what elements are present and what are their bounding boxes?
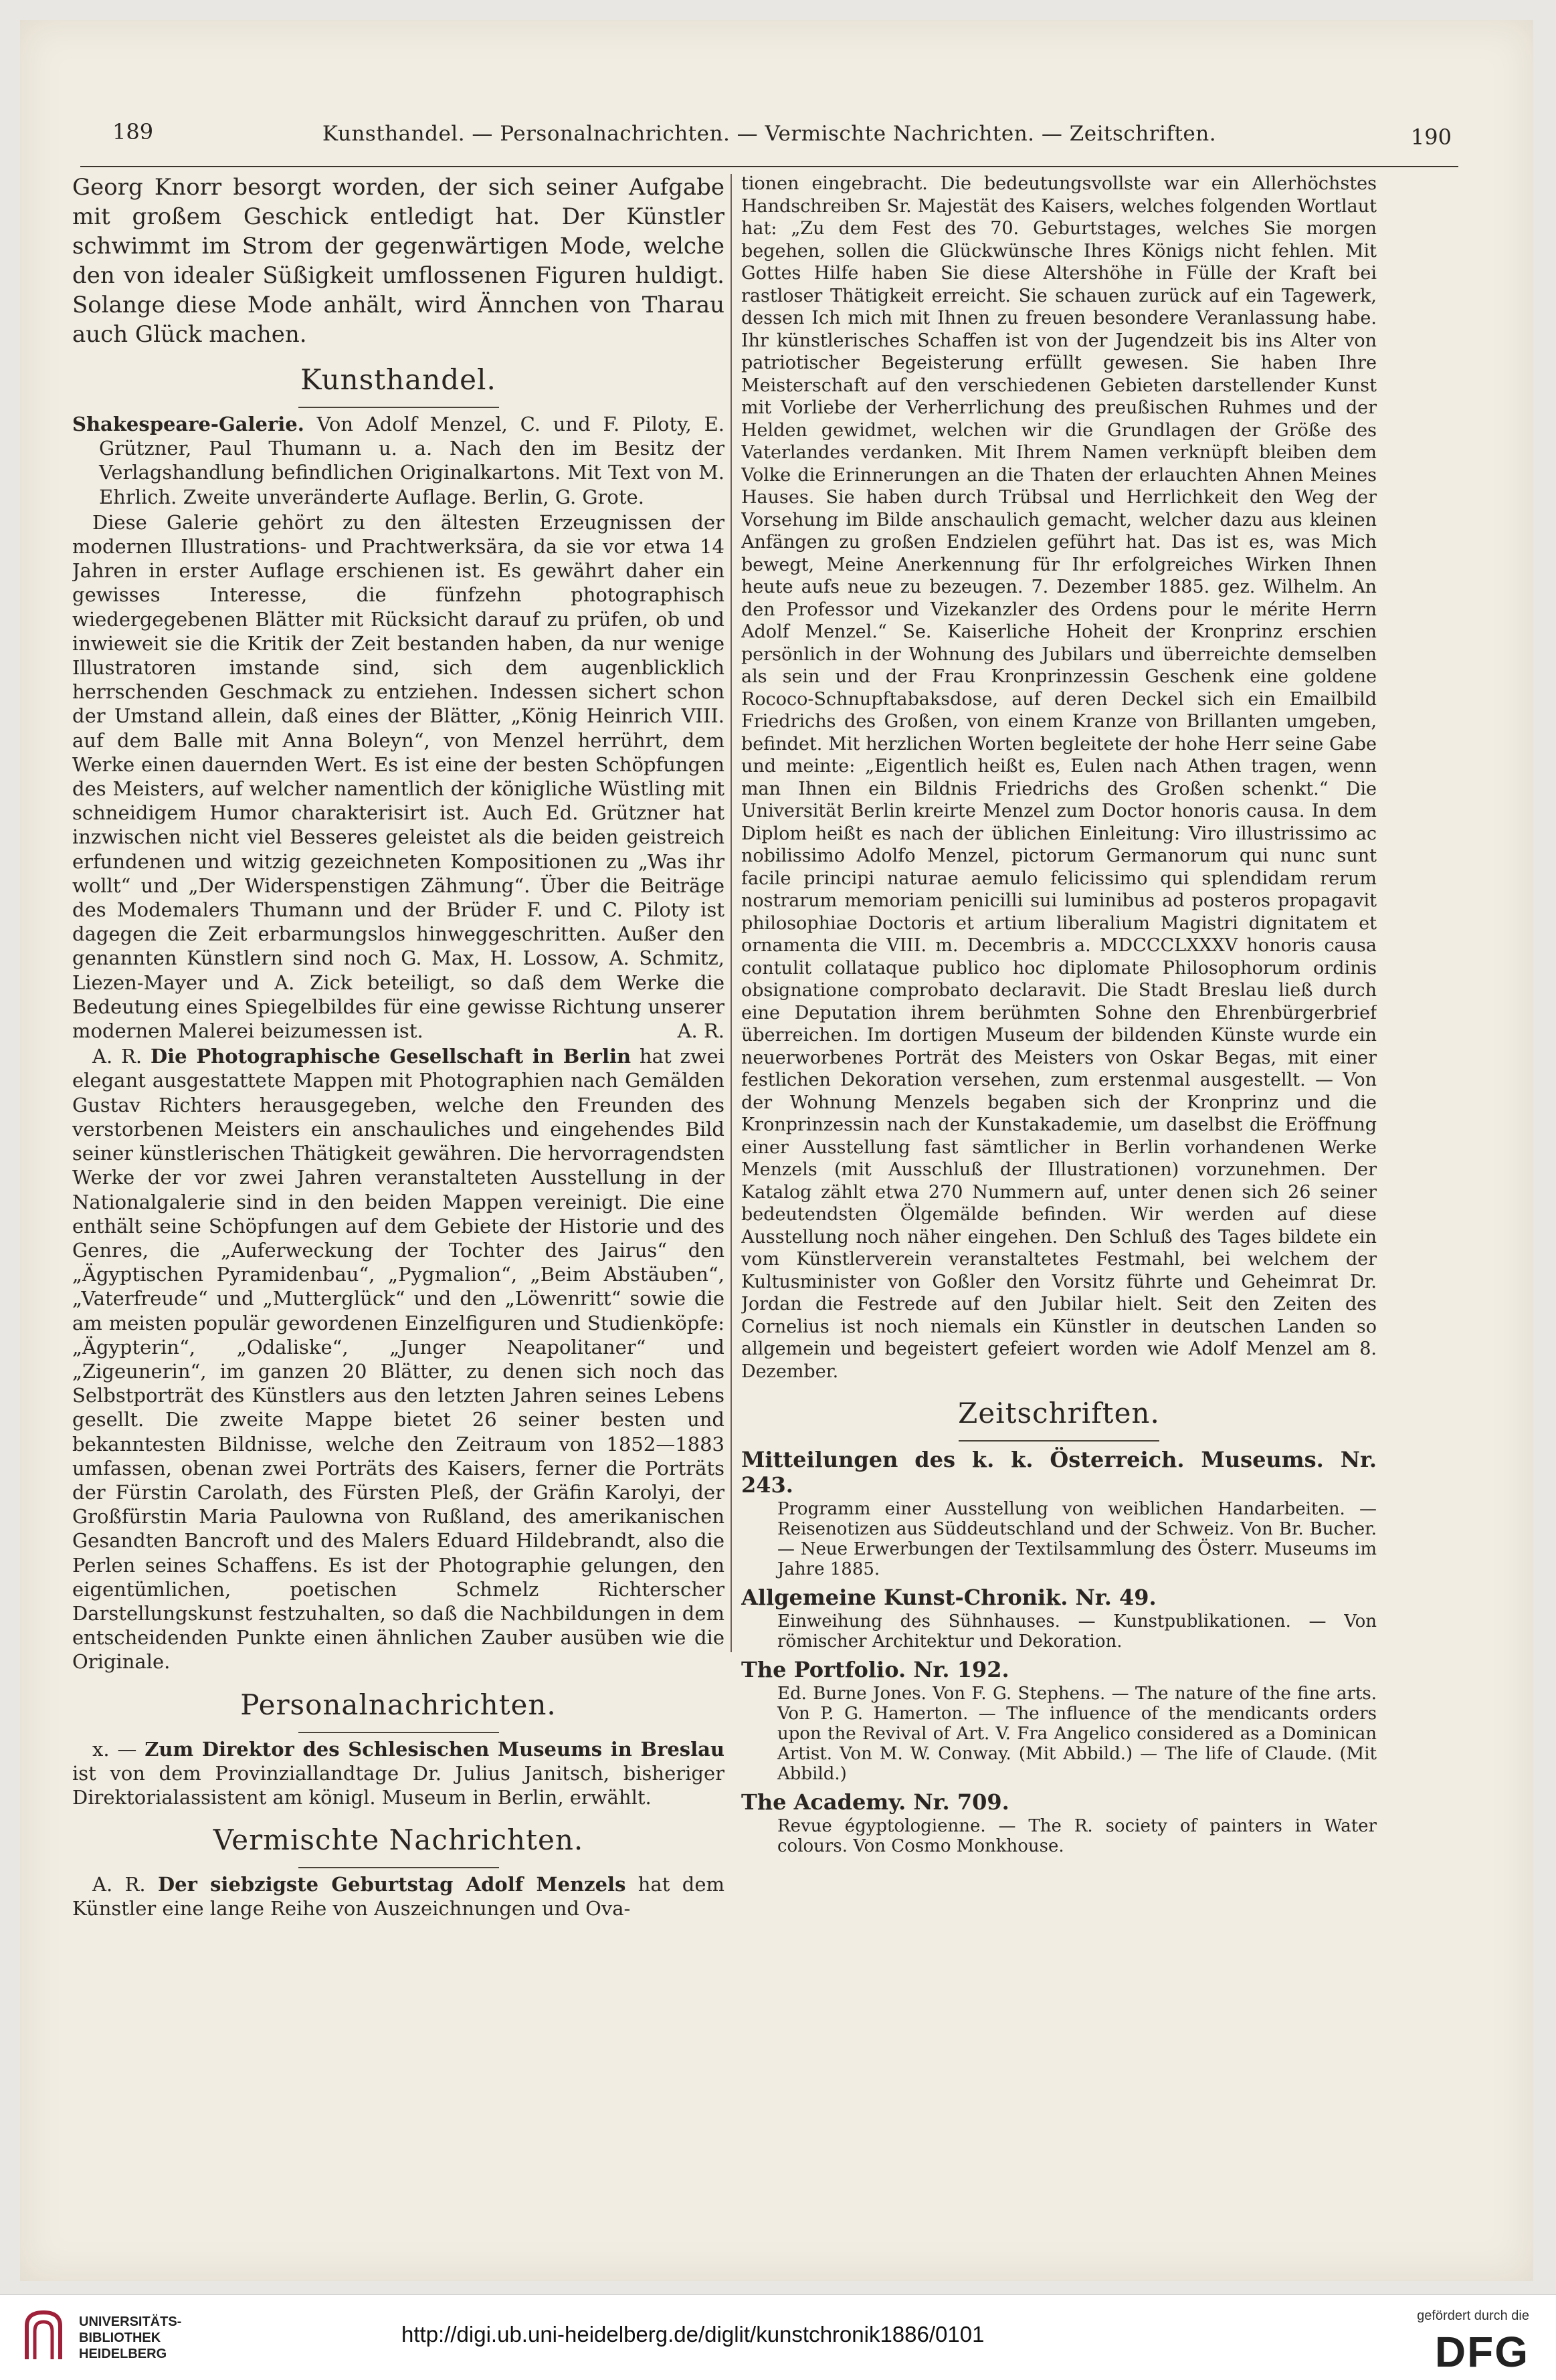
dfg-logo: DFG bbox=[1434, 2328, 1529, 2376]
kunsthandel-body-1: Diese Galerie gehört zu den ältesten Erzeugnissen der modernen Illustrations- und Prachtwerksära, da sie vor etwa 14 Jahren in erster Auflage erschienen ist. Es gewährt daher ein gewisses Interesse, die fünfzehn photographisch wiedergegebenen Blätter mit Rücksicht darauf zu prüfen, ob und inwieweit sie die Kritik der Zeit bestanden haben, da nur wenige Illustratoren imstande sind, sich dem augenblicklich herrschenden Geschmack zu entziehen. Indessen sichert schon der Umstand allein, daß eines der Blätter, „König Heinrich VIII. auf dem Balle mit Anna Boleyn“, von Menzel herrührt, dem Werke einen dauernden Wert. Es ist eine der besten Schöpfungen des Meisters, auf welcher namentlich der königliche Wüstling mit schneidigem Humor charakterisirt ist. Auch Ed. Grützner hat inzwischen nicht viel Besseres geleistet als die beiden geistreich erfundenen und witzig gezeichneten Kompositionen zu „Was ihr wollt“ und „Der Widerspenstigen Zähmung“. Über die Beiträge des Modemalers Thumann und der Brüder F. und C. Piloty ist dagegen die Zeit erbarmungslos hinweggeschritten. Außer den genannten Künstlern sind noch G. Max, H. Lossow, A. Schmitz, Liezen-Mayer und A. Zick beteiligt, so daß dem Werke die Bedeutung eines Spiegelbildes für eine gewisse Richtung unserer modernen Malerei beizumessen ist. A. R. bbox=[72, 510, 724, 1043]
entry-title: Die Photographische Gesellschaft in Berlin bbox=[151, 1045, 631, 1068]
personal-heading: Personalnachrichten. bbox=[240, 1688, 557, 1721]
library-name: UNIVERSITÄTS- BIBLIOTHEK HEIDELBERG bbox=[79, 2314, 182, 2361]
page-number-left: 189 bbox=[112, 119, 154, 144]
journal-contents: Revue égyptologienne. — The R. society of painters in Water colours. Von Cosmo Monkhouse. bbox=[777, 1816, 1377, 1856]
kunsthandel-heading: Kunsthandel. bbox=[300, 363, 496, 396]
permalink[interactable]: http://digi.ub.uni-heidelberg.de/diglit/kunstchronik1886/0101 bbox=[401, 2322, 985, 2347]
section-rule bbox=[298, 1867, 499, 1868]
journal-contents: Ed. Burne Jones. Von F. G. Stephens. — The nature of the fine arts. Von P. G. Hamerton. — The influence of the mendicants orders upon the Revival of Art. V. Fra Angelico considered as a Dominican Artist. Von M. W. Conway. (Mit Abbild.) — The life of Claude. (Mit Abbild.) bbox=[777, 1684, 1377, 1784]
kunsthandel-entry-1 bbox=[72, 412, 724, 509]
entry-title: Shakespeare-Galerie. bbox=[72, 413, 304, 435]
running-header bbox=[80, 119, 1458, 167]
kunsthandel-entry-2: A. R. Die Photographische Gesellschaft in Berlin hat zwei elegant ausgestattete Mappen mit Photographien nach Gemälden Gustav Richters herausgegeben, welche den Freunden des verstorbenen Meisters ein anschauliches und eingehendes Bild seiner künstlerischen Thätigkeit gewähren. Die hervorragendsten Werke der vor zwei Jahren veranstalteten Ausstellung in der Nationalgalerie sind in den beiden Mappen vereinigt. Die eine enthält seine Schöpfungen auf dem Gebiete der Historie und des Genres, die „Auferweckung der Tochter des Jairus“ den „Ägyptischen Pyramidenbau“, „Pygmalion“, „Beim Abstäuben“, „Vaterfreude“ und „Mutterglück“ und den „Löwenritt“ sowie die am meisten populär gewordenen Einzelfiguren und Studienköpfe: „Ägypterin“, „Odaliske“, „Junger Neapolitaner“ und „Zigeunerin“, im ganzen 20 Blätter, zu denen sich noch das Selbstporträt des Künstlers aus den letzten Jahren seines Lebens gesellt. Die zweite Mappe bietet 26 seiner besten und bekanntesten Bildnisse, welche den Zeitraum von 1852—1883 umfassen, obenan zwei Porträts des Kaisers, ferner die Porträts der Fürstin Carolath, des Fürsten Pleß, der Gräfin Karolyi, der Großfürstin Maria Paulowna von Rußland, des amerikanischen Gesandten Bancroft und des Malers Eduard Hildebrandt, also die Perlen seines Schaffens. Es ist der Photographie gelungen, den eigentümlichen, poetischen Schmelz Richterscher Darstellungskunst festzuhalten, so daß die Nachbildungen in dem entscheidenden Punkte einen ähnlichen Zauber ausüben wie die Originale. bbox=[72, 1045, 724, 1674]
section-rule bbox=[298, 407, 499, 408]
intro-paragraph: Georg Knorr besorgt worden, der sich seiner Aufgabe mit großem Geschick entledigt hat. Der Künstler schwimmt im Strom der gegenwärtigen Mode, welche den von idealer Süßigkeit umflossenen Figuren huldigt. Solange diese Mode anhält, wird Ännchen von Tharau auch Glück machen. bbox=[72, 174, 724, 348]
journal-title: Mitteilungen des k. k. Österreich. Museums. Nr. 243. bbox=[741, 1447, 1377, 1498]
personal-entry-1: x. — Zum Direktor des Schlesischen Museums in Breslau ist von dem Provinziallandtage Dr. Julius Janitsch, bisheriger Direktorialassistent am königl. Museum in Berlin, erwählt. bbox=[72, 1737, 724, 1809]
viewer-footer bbox=[0, 2294, 1556, 2380]
zeitschriften-heading: Zeitschriften. bbox=[958, 1397, 1160, 1429]
right-column bbox=[741, 173, 1377, 2166]
journal-title: The Portfolio. Nr. 192. bbox=[741, 1657, 1009, 1682]
journal-list bbox=[741, 1447, 1377, 1856]
vermischt-entry-1: A. R. Der siebzigste Geburtstag Adolf Menzels hat dem Künstler eine lange Reihe von Auszeichnungen und Ova- bbox=[72, 1873, 724, 1920]
journal-contents: Programm einer Ausstellung von weiblichen Handarbeiten. — Reisenotizen aus Süddeutschland und der Schweiz. Von Br. Bucher. — Neue Erwerbungen der Textilsammlung des Österr. Museums im Jahre 1885. bbox=[777, 1499, 1377, 1579]
journal-title: The Academy. Nr. 709. bbox=[741, 1789, 1009, 1815]
vermischt-heading: Vermischte Nachrichten. bbox=[213, 1823, 584, 1857]
section-rule bbox=[959, 1440, 1159, 1442]
left-column bbox=[72, 173, 724, 2166]
entry-title: Der siebzigste Geburtstag Adolf Menzels bbox=[157, 1873, 626, 1896]
running-title: Kunsthandel. — Personalnachrichten. — Vermischte Nachrichten. — Zeitschriften. bbox=[322, 122, 1217, 146]
section-rule bbox=[298, 1732, 499, 1733]
entry-citation: Von Adolf Menzel, C. und F. Piloty, E. Grützner, Paul Thumann u. a. Nach den im Besitz der Verlagshandlung befindlichen Originalkartons. Mit Text von M. Ehrlich. Zweite unveränderte Auflage. Berlin, G. Grote. bbox=[99, 413, 724, 508]
journal-title: Allgemeine Kunst-Chronik. Nr. 49. bbox=[741, 1585, 1157, 1610]
entry-title: Zum Direktor des Schlesischen Museums in Breslau bbox=[144, 1737, 724, 1761]
university-seal-icon bbox=[20, 2306, 67, 2366]
menzel-continuation: tionen eingebracht. Die bedeutungsvollste war ein Allerhöchstes Handschreiben Sr. Majestät des Kaisers, welches folgenden Wortlaut hat: „Zu dem Fest des 70. Geburtstages, welches Sie morgen begehen, sollen die Glückwünsche Ihres Königs nicht fehlen. Mit Gottes Hilfe haben Sie diese Altershöhe in Fülle der Kraft bei rastloser Thätigkeit erreicht. Sie schauen zurück auf ein Tagewerk, dessen Ich mich mit Ihnen zu freuen besondere Veranlassung habe. Ihr künstlerisches Schaffen ist von der Jugendzeit bis ins Alter von patriotischer Begeisterung erfüllt gewesen. Sie haben Ihre Meisterschaft auf den verschiedenen Gebieten darstellender Kunst mit Vorliebe der Verherrlichung des preußischen Ruhmes und der Helden gewidmet, welchen wir die Grundlagen der Größe des Vaterlandes verdanken. Mit Ihrem Namen verknüpft bleiben dem Volke die Erinnerungen an die Thaten der erlauchten Ahnen Meines Hauses. Sie haben durch Trübsal und Herrlichkeit den Weg der Vorsehung im Bilde anschaulich gemacht, welcher dazu aus kleinen Anfängen zu großen Endzielen geführt hat. Das ist es, was Mich bewegt, Meine Anerkennung für Ihr erfolgreiches Wirken Ihnen heute aufs neue zu bezeugen. 7. Dezember 1885. gez. Wilhelm. An den Professor und Vizekanzler des Ordens pour le mérite Herrn Adolf Menzel.“ Se. Kaiserliche Hoheit der Kronprinz erschien persönlich in der Wohnung des Jubilars und überreichte demselben als sein und der Frau Kronprinzessin Geschenk eine goldene Rococo-Schnupftabaksdose, auf deren Deckel sich ein Emailbild Friedrichs des Großen, von einem Kranze von Brillanten umgeben, befindet. Mit herzlichen Worten begleitete der hohe Herr seine Gabe und meinte: „Eigentlich heißt es, Eulen nach Athen tragen, wenn man Ihnen ein Bildnis Friedrichs des Großen schenkt.“ Die Universität Berlin kreirte Menzel zum Doctor honoris causa. In dem Diplom heißt es nach der üblichen Einleitung: Viro illustrissimo ac nobilissimo Adolfo Menzel, pictorum Germanorum qui nunc sunt facile principi naturae aemulo felicissimo qui splendidam rerum nostrarum memoriam penicilli sui luminibus ad posteros propagavit philosophiae Doctoris et artium liberalium Magistri dignitatem et ornamenta die VIII. m. Decembris a. MDCCCLXXXV honoris causa contulit collataque publico hoc diplomate Philosophorum ordinis obsignatione comprobato declaravit. Die Stadt Breslau ließ durch eine Deputation ihrem berühmten Sohne den Ehrenbürgerbrief überreichen. Im dortigen Museum der bildenden Künste wurde ein neuerworbenes Porträt des Meisters von Oskar Begas, mit einer festlichen Dekoration versehen, zum erstenmal ausgestellt. — Von der Wohnung Menzels begaben sich der Kronprinz und die Kronprinzessin nach der Kunstakademie, um daselbst die Eröffnung einer Ausstellung fast sämtlicher in Berlin vorhandenen Werke Menzels (mit Ausschluß der Illustrationen) vorzunehmen. Der Katalog zählt etwa 270 Nummern auf, unter denen sich 26 seiner bedeutendsten Ölgemälde befinden. Wir werden auf diese Ausstellung noch näher eingehen. Den Schluß des Tages bildete ein vom Künstlerverein veranstaltetes Festmahl, bei welchem der Kultusminister von Goßler den Vorsitz führte und Geheimrat Dr. Jordan die Festrede auf den Jubilar hielt. Seit den Zeiten des Cornelius ist noch niemals ein Künstler in deutschen Landen so allgemein und begeistert gefeiert worden wie Adolf Menzel am 8. Dezember. bbox=[741, 173, 1377, 1382]
journal-contents: Einweihung des Sühnhauses. — Kunstpublikationen. — Von römischer Architektur und Dekoration. bbox=[777, 1611, 1377, 1652]
funding-note: gefördert durch die bbox=[1417, 2308, 1529, 2323]
page-number-right: 190 bbox=[1410, 124, 1452, 150]
column-divider bbox=[731, 174, 732, 1652]
signature: A. R. bbox=[677, 1019, 724, 1043]
